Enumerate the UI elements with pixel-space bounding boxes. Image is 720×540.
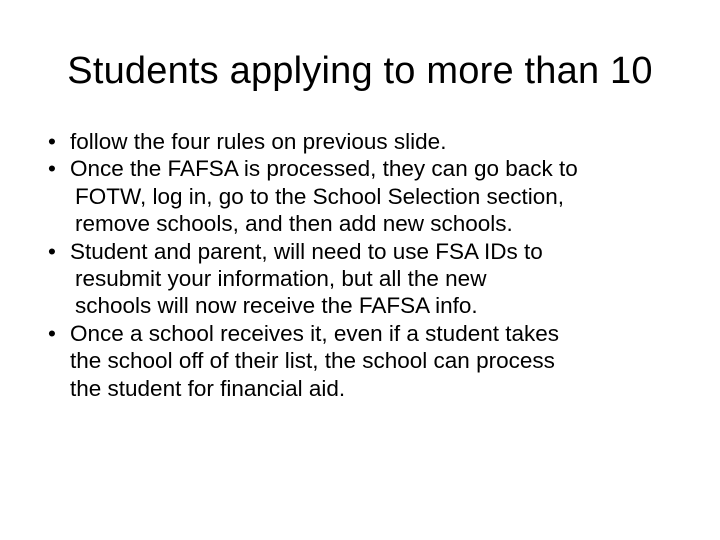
bullet-list	[48, 128, 708, 402]
bullet-line: FOTW, log in, go to the School Selection section,	[75, 183, 565, 209]
bullet-line: resubmit your information, but all the new	[75, 266, 487, 292]
bullet-line: schools will now receive the FAFSA info.	[75, 293, 478, 319]
bullet-line: Student and parent, will need to use FSA IDs to	[70, 238, 543, 264]
slide-title: Students applying to more than 10	[67, 50, 653, 92]
bullet-dot-icon: •	[48, 320, 56, 346]
bullet-text	[70, 238, 708, 320]
bullet-line: follow the four rules on previous slide.	[70, 129, 447, 154]
bullet-dot-icon: •	[48, 129, 56, 154]
bullet-item	[48, 128, 708, 155]
bullet-item	[48, 155, 708, 237]
bullet-item	[48, 238, 708, 320]
bullet-item	[48, 320, 708, 402]
bullet-text	[70, 155, 708, 237]
bullet-text	[70, 128, 708, 155]
bullet-text	[70, 320, 708, 402]
bullet-line: Once the FAFSA is processed, they can go back to	[70, 156, 578, 182]
bullet-line: the school off of their list, the school can process	[70, 348, 555, 374]
bullet-line: remove schools, and then add new schools.	[75, 211, 513, 237]
bullet-dot-icon: •	[48, 156, 56, 182]
bullet-line: Once a school receives it, even if a student takes	[70, 320, 560, 346]
bullet-dot-icon: •	[48, 238, 56, 264]
bullet-line: the student for financial aid.	[70, 375, 346, 401]
